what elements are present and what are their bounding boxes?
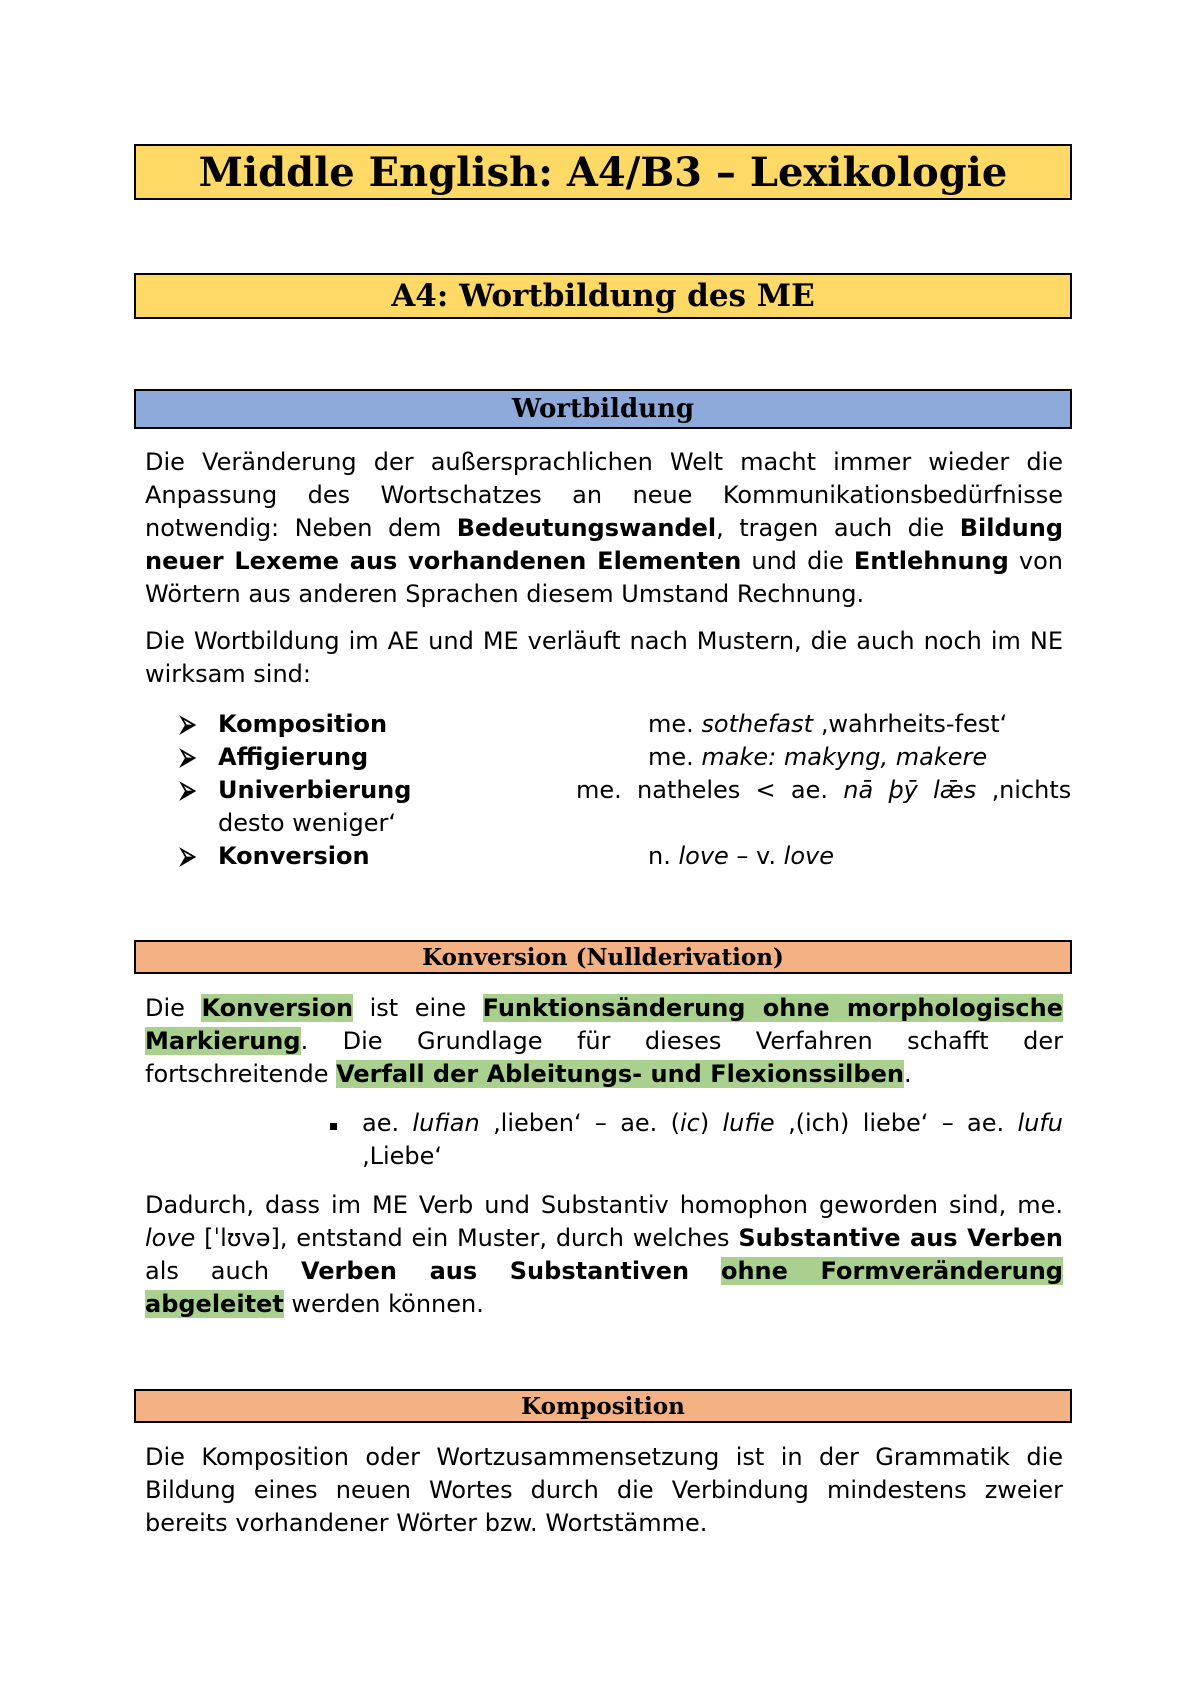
text-run: ‚Liebe‘ [362, 1142, 443, 1170]
text-run: ist eine [353, 994, 483, 1022]
square-bullet-icon [330, 1123, 337, 1130]
example-word: ic [679, 1109, 700, 1137]
konversion-paragraph-1 [145, 992, 1063, 1091]
example-word: love [678, 842, 729, 870]
arrow-bullet-icon: ⮚ [180, 712, 196, 737]
bullet-term: Komposition [218, 710, 388, 738]
bullet-affigierung [180, 741, 1065, 774]
term-bildung-neuer-lexeme: Bildung neuer Lexeme aus vorhandenen Elementen [145, 514, 1063, 575]
example-word: love [783, 842, 834, 870]
arrow-bullet-icon: ⮚ [180, 745, 196, 770]
highlight-funktionsaenderung: Funktionsänderung ohne morphologische [482, 994, 1063, 1022]
highlight-ohne-formveraenderung: ohne Formveränderung [720, 1257, 1063, 1285]
text-run: ‚wahrheits-fest‘ [813, 710, 1008, 738]
text-run: me. [648, 743, 702, 771]
heading-komposition-text: Komposition [521, 1392, 685, 1420]
example-word: sothefast [701, 710, 814, 738]
example-word: lufie [722, 1109, 775, 1137]
text-run: Die [145, 994, 202, 1022]
konversion-example [362, 1107, 1063, 1173]
document-title-text: Middle English: A4/B3 – Lexikologie [198, 148, 1008, 196]
text-run: , tragen auch die [716, 514, 960, 542]
arrow-bullet-icon: ⮚ [180, 778, 196, 803]
text-run: und die [741, 547, 854, 575]
example-word: lufian [412, 1109, 480, 1137]
text-run: ‚nichts [976, 776, 1072, 804]
text-run [689, 1257, 721, 1285]
bullet-example [576, 774, 1071, 807]
highlight-verfall: Verfall der Ableitungs- und Flexionssilben [336, 1060, 904, 1088]
example-word: love [145, 1224, 196, 1252]
text-run: me. natheles < ae. [576, 776, 844, 804]
bullet-example [648, 708, 1007, 741]
highlight-konversion: Konversion [201, 994, 354, 1022]
heading-wortbildung [134, 389, 1072, 429]
heading-konversion [134, 940, 1072, 974]
bullet-univerbierung [180, 774, 1072, 840]
bullet-konversion [180, 840, 1065, 873]
komposition-paragraph-1: Die Komposition oder Wortzusammensetzung ist in der Grammatik die Bildung eines neuen Wortes durch die Verbindung mindestens zweier bereits vorhandener Wörter bzw. Wortstämme. [145, 1443, 1063, 1537]
term-verben-aus-substantiven: Verben aus Substantiven [301, 1257, 690, 1285]
text-run: ae. [362, 1109, 413, 1137]
term-entlehnung: Entlehnung [853, 547, 1009, 575]
wortbildung-paragraph-2: Die Wortbildung im AE und ME verläuft nach Mustern, die auch noch im NE wirksam sind: [145, 627, 1063, 688]
text-run: me. [648, 710, 702, 738]
heading-wortbildung-text: Wortbildung [511, 394, 695, 424]
example-word: make: makyng, makere [701, 743, 988, 771]
bullet-example-continuation: desto weniger‘ [218, 809, 396, 837]
bullet-example [648, 840, 834, 873]
text-run: ‚lieben‘ – ae. ( [479, 1109, 680, 1137]
bullet-term: Konversion [218, 842, 370, 870]
document-title [134, 144, 1072, 200]
term-bedeutungswandel: Bedeutungswandel [456, 514, 717, 542]
text-run: n. [648, 842, 679, 870]
section-a4-title-text: A4: Wortbildung des ME [391, 278, 815, 314]
text-run: ) [699, 1109, 723, 1137]
highlight-abgeleitet: abgeleitet [145, 1290, 284, 1318]
bullet-term: Affigierung [218, 743, 369, 771]
arrow-bullet-icon: ⮚ [180, 844, 196, 869]
text-run: . Die Grundlage für dieses Verfahren schafft der fortschreitende [145, 1027, 1063, 1088]
text-run: werden können. [283, 1290, 484, 1318]
text-run: ‚(ich) liebe‘ – ae. [774, 1109, 1018, 1137]
term-substantive-aus-verben: Substantive aus Verben [738, 1224, 1064, 1252]
wortbildung-paragraph-1 [145, 446, 1063, 611]
heading-konversion-text: Konversion (Nullderivation) [422, 943, 784, 971]
heading-komposition [134, 1389, 1072, 1423]
konversion-paragraph-2 [145, 1189, 1063, 1321]
text-run: [ˈlʊvə], entstand ein Muster, durch welches [195, 1224, 739, 1252]
text-run: als auch [145, 1257, 302, 1285]
text-run: . [903, 1060, 912, 1088]
bullet-komposition [180, 708, 1065, 741]
bullet-example [648, 741, 987, 774]
bullet-term: Univerbierung [218, 776, 412, 804]
text-run: – v. [728, 842, 784, 870]
section-a4-title [134, 273, 1072, 319]
text-run: von Wörtern aus anderen Sprachen diesem Umstand Rechnung. [145, 547, 1063, 608]
text-run: Die Veränderung der außersprachlichen Welt macht immer wieder die Anpassung des Wortschatzes an neue Kommunikationsbedürfnisse notwendig: Neben dem [145, 448, 1063, 542]
highlight-markierung: Markierung [145, 1027, 301, 1055]
example-word: lufu [1017, 1109, 1063, 1137]
example-word: nā þȳ lǣs [843, 776, 977, 804]
text-run: Dadurch, dass im ME Verb und Substantiv homophon geworden sind, me. [145, 1191, 1063, 1219]
